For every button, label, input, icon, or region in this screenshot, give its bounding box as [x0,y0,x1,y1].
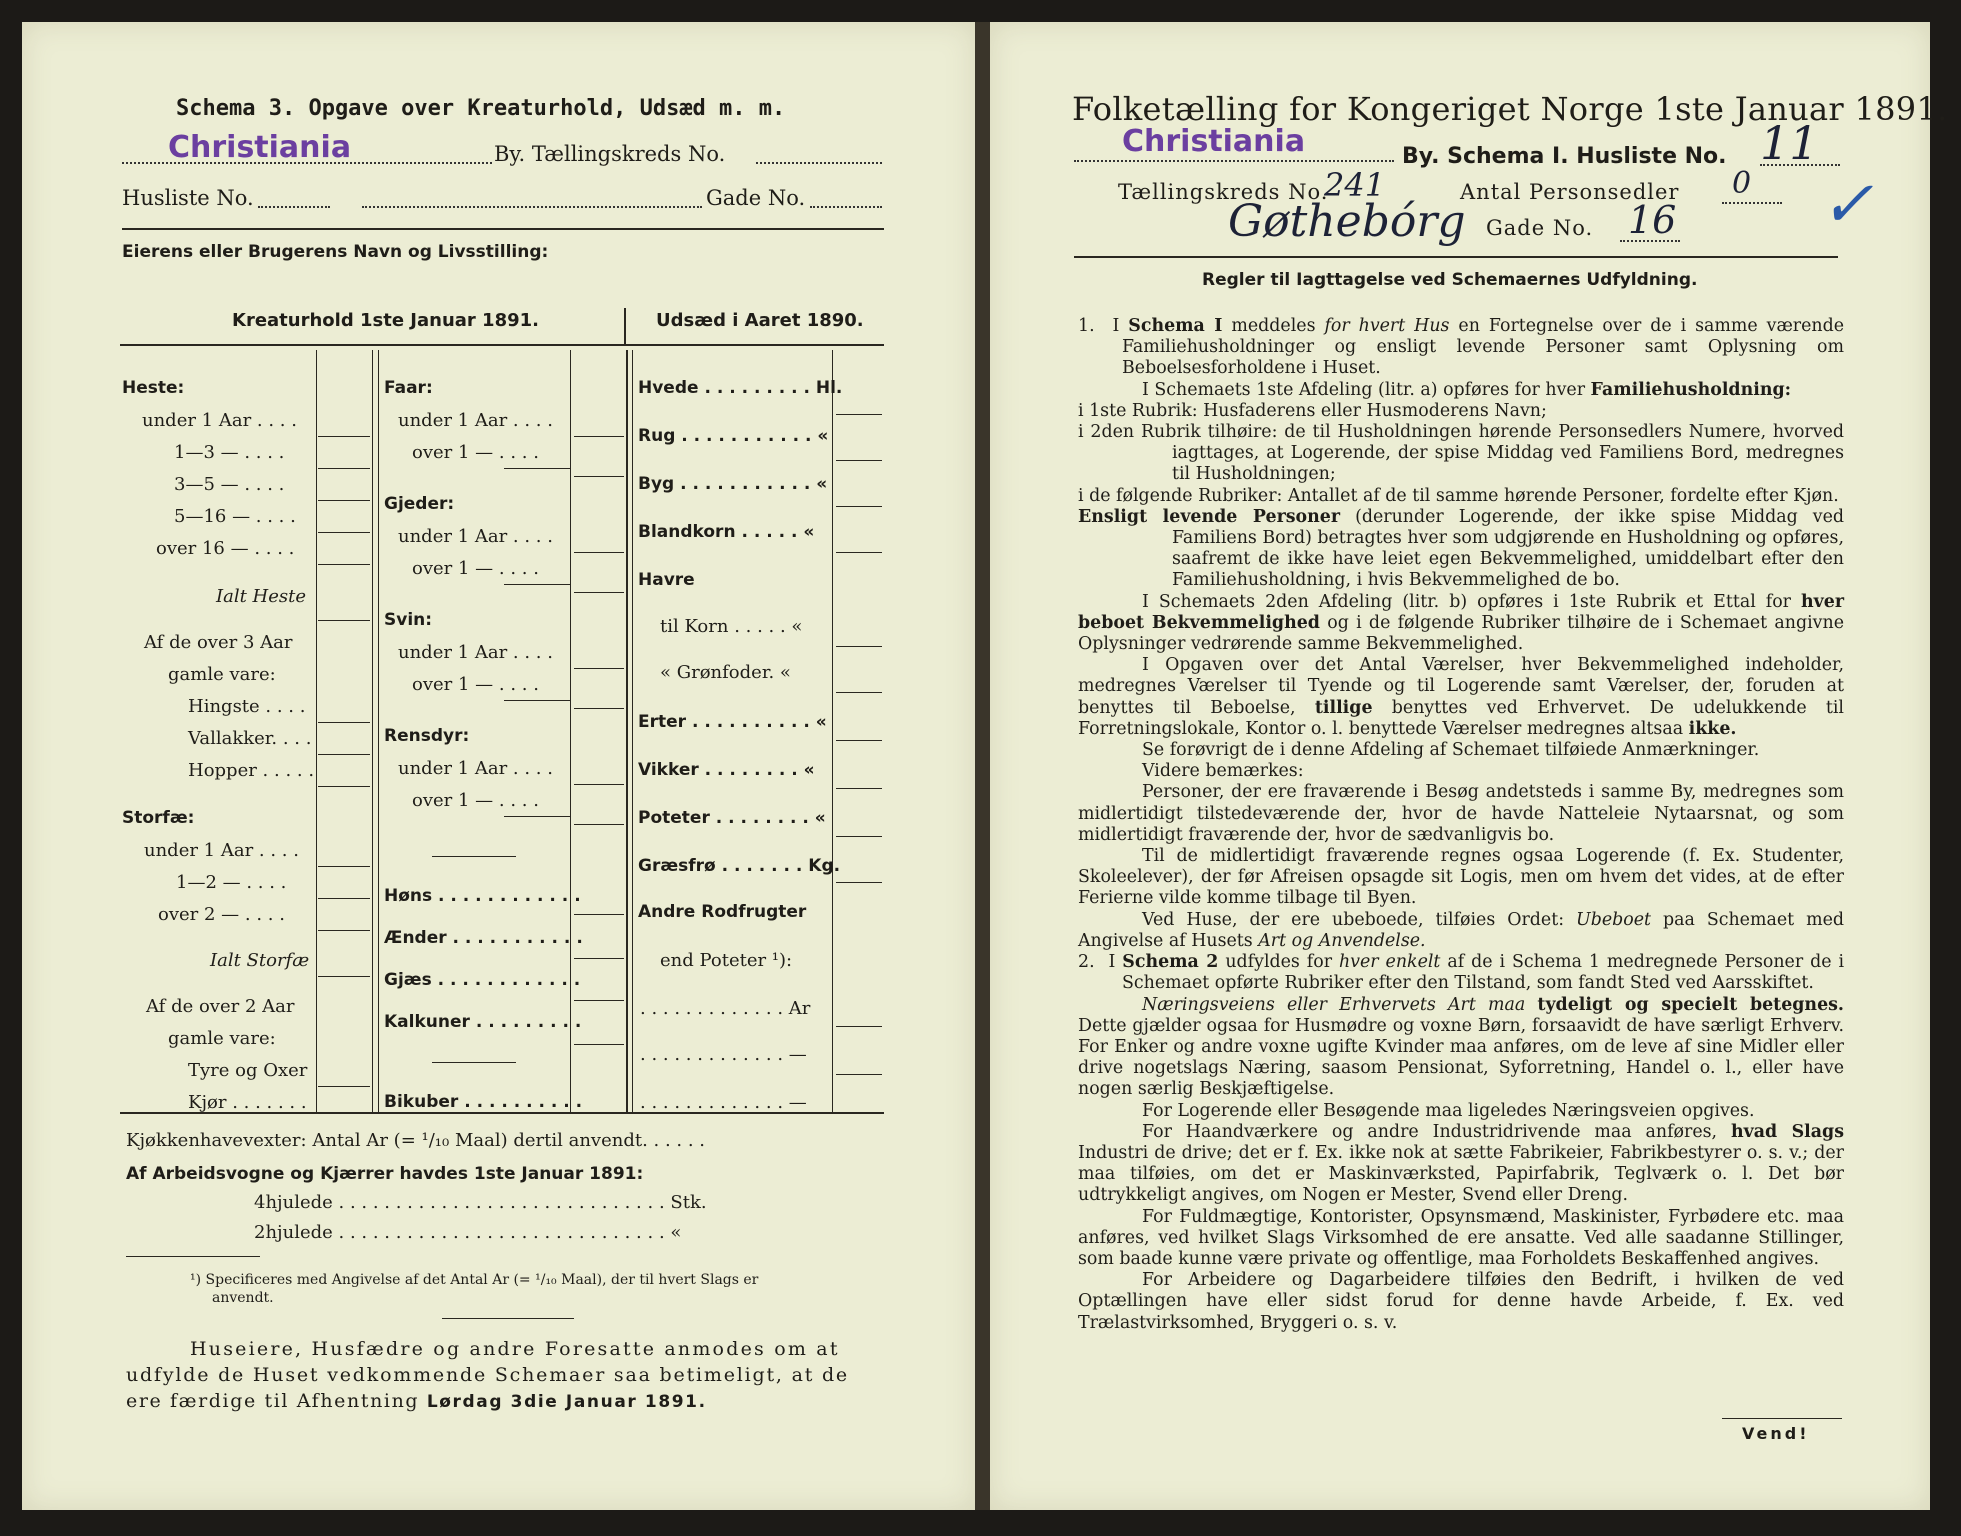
crop-item: end Poteter ¹): [660,950,793,971]
entry-line [318,564,370,565]
crop-item: Græsfrø . . . . . . . Kg. [638,856,841,876]
vend-label: Vend! [1742,1424,1810,1443]
heste-row: under 1 Aar . . . . [142,410,297,431]
schema3-title: Schema 3. Opgave over Kreaturhold, Udsæd m. m. [176,96,786,121]
crop-item: Rug . . . . . . . . . . . « [638,426,829,446]
entry-line [574,668,624,669]
col-line-b [372,350,373,1112]
entry-line [318,898,370,899]
entry-line [318,532,370,533]
entry-line [836,882,882,883]
entry-line [836,414,882,415]
footnote-2: anvendt. [212,1290,274,1306]
closing-line: Huseiere, Husfædre og andre Foresatte anmodes om at [190,1338,840,1360]
entry-line [836,836,882,837]
crop-item: Andre Rodfrugter [638,902,807,922]
fowl-item: Høns . . . . . . . . . . . . [384,886,581,906]
street-name: Gøthebórg [1228,196,1466,247]
col2-header: Udsæd i Aaret 1890. [656,310,864,331]
street-line-left [362,206,702,208]
census-title: Folketælling for Kongeriget Norge 1ste Januar 1891. [1072,90,1948,128]
heste-subrow: Vallakker. . . . [188,728,312,749]
entry-line [504,468,570,469]
header-rule-right [1074,256,1838,258]
by-schema-label: By. Schema I. Husliste No. [1402,144,1727,169]
entry-line [318,754,370,755]
entry-line [574,552,624,553]
header-rule-left [122,228,884,230]
entry-line [318,468,370,469]
entry-line [318,866,370,867]
storfae-row: 1—2 — . . . . [176,872,287,893]
crop-item: . . . . . . . . . . . . . — [640,1092,807,1113]
fowl-item: Bikuber . . . . . . . . . . [384,1092,583,1112]
crop-item: Blandkorn . . . . . « [638,522,815,542]
storfae-title: Storfæ: [122,808,195,828]
entry-line [504,700,570,701]
antal-value: 0 [1732,166,1752,201]
entry-line [574,476,624,477]
closing-line: udfylde de Huset vedkommende Schemaer saa betimeligt, at de [126,1364,849,1386]
crop-item: Byg . . . . . . . . . . . « [638,474,828,494]
gade-line-right [1620,240,1680,242]
entry-line [504,816,570,817]
book-spine [975,22,990,1510]
entry-line [574,958,624,959]
fowl-item: Ænder . . . . . . . . . . . [384,928,583,948]
header-divider [624,308,626,344]
entry-line [318,976,370,977]
gade-number: 16 [1628,198,1677,242]
heste-row: 3—5 — . . . . [174,474,285,495]
crop-item: Vikker . . . . . . . . « [638,760,815,780]
entry-line [836,460,882,461]
city-line-left [122,162,492,164]
entry-line [318,620,370,621]
entry-line [836,692,882,693]
entry-line [574,436,624,437]
entry-line [318,500,370,501]
closing-date: Lørdag 3die Januar 1891. [426,1392,707,1412]
entry-line [836,740,882,741]
hjul4-line: 4hjulede . . . . . . . . . . . . . . . . . . . . . . . . . . . . . Stk. [254,1192,707,1213]
heste-row: over 16 — . . . . [156,538,295,559]
gade-label-right: Gade No. [1486,216,1594,240]
gjeder-title: Gjeder: [384,494,455,514]
closing-text: ere færdige til Afhentning [126,1390,427,1412]
storfae-subrow: Kjør . . . . . . . [188,1092,307,1113]
crop-item: Erter . . . . . . . . . . « [638,712,827,732]
entry-line [836,506,882,507]
crop-item: Havre [638,570,695,590]
svin-title: Svin: [384,610,433,630]
heste-row: 5—16 — . . . . [174,506,296,527]
kreds-line-left [756,162,882,164]
storfae-row: under 1 Aar . . . . [144,840,299,861]
heste-total: Ialt Heste [216,586,307,607]
antal-label: Antal Personsedler [1460,180,1680,204]
storfae-total: Ialt Storfæ [210,950,310,971]
heste-subrow: Hopper . . . . . [188,760,315,781]
entry-line [574,592,624,593]
separator [432,1062,516,1063]
rensdyr-title: Rensdyr: [384,726,470,746]
separator [432,856,516,857]
heste-row: 1—3 — . . . . [174,442,285,463]
city-stamp-left: Christiania [168,130,352,165]
rensdyr-row: under 1 Aar . . . . [398,758,553,779]
col-line-d [570,350,571,1112]
entry-line [836,788,882,789]
entry-line [574,708,624,709]
by-kreds-label: By. Tællingskreds No. [494,142,726,166]
entry-line [574,1044,624,1045]
closing-line [126,1390,707,1412]
svin-row: over 1 — . . . . [412,674,539,695]
husliste-label-left: Husliste No. [122,186,254,210]
storfae-subrow: Tyre og Oxer [188,1060,308,1081]
faar-row: over 1 — . . . . [412,442,539,463]
col-line-c [378,350,379,1112]
storfae-sub2: gamle vare: [168,1028,276,1049]
crop-item: . . . . . . . . . . . . . Ar [640,998,811,1019]
col-line-a [316,350,317,1112]
entry-line [504,584,570,585]
heste-title: Heste: [122,378,185,398]
entry-line [318,786,370,787]
entry-line [318,930,370,931]
gjeder-row: over 1 — . . . . [412,558,539,579]
col-line-e [626,350,628,1112]
antal-line [1722,202,1782,204]
crop-item: . . . . . . . . . . . . . — [640,1044,807,1065]
entry-line [836,1026,882,1027]
rules-body: 1. I Schema I meddeles for hvert Hus en Fortegnelse over de i samme værende Familiehusholdninger og ensligt levende Personer samt Oplysning om Beboelsesforholdene i Huset. I Schemaets 1ste Afdeling (litr. a) opføres for hver Familiehusholdning: i 1ste Rubrik: Husfaderens eller Husmoderens Navn; i 2den Rubrik tilhøire: de til Husholdningen hørende Personsedlers Numere, hvorved iagttages, at Logerende, der spise Middag ved Familiens Bord, medregnes til Husholdningen; i de følgende Rubriker: Antallet af de til samme hørende Personer, fordelte efter Kjøn. Ensligt levende Personer (derunder Logerende, der ikke spise Middag ved Familiens Bord) betragtes hver som udgjørende en Husholdning og opføres, saafremt de ikke have leiet egen Bekvemmelighed, umiddelbart efter den Familiehusholdning, i hvis Bekvemmelighed de bo. I Schemaets 2den Afdeling (litr. b) opføres i 1ste Rubrik et Ettal for hver beboet Bekvemmelighed og i de følgende Rubriker tilhøire de i Schemaet angivne Oplysninger vedrørende samme Bekvemmelighed. I Opgaven over det Antal Værelser, hver Bekvemmelighed indeholder, medregnes Værelser til Tyende og til Logerende samt Værelser, der, foruden at benyttes til Beboelse, tillige benyttes ved Erhvervet. De udelukkende til Forretningslokale, Kontor o. l. benyttede Værelser medregnes altsaa ikke. Se forøvrigt de i denne Afdeling af Schemaet tilføiede Anmærkninger. Videre bemærkes: Personer, der ere fraværende i Besøg andetsteds i samme By, medregnes som midlertidigt tilstedeværende der, hvor de havde Natteleie Nytaarsnat, og som midlertidigt fraværende der, hvor de sædvanligvis bo. Til de midlertidigt fraværende regnes ogsaa Logerende (f. Ex. Studenter, Skoleelever), der før Afreisen opsagde sit Logis, men om hvem det vides, at de efter Ferierne vilde komme tilbage til Byen. Ved Huse, der ere ubeboede, tilføies Ordet: Ubeboet paa Schemaet med Angivelse af Husets Art og Anvendelse. 2. I Schema 2 udfyldes for hver enkelt af de i Schema 1 medregnede Personer de i Schemaet opførte Rubriker efter den Tilstand, som fandt Sted ved Aarsskiftet. Næringsveiens eller Erhvervets Art maa tydeligt og specielt betegnes. Dette gjælder ogsaa for Husmødre og voxne Børn, forsaavidt de have særligt Erhverv. For Enker og andre voxne ugifte Kvinder maa anføres, om de leve af sine Midler eller drive nogetslags Næring, saasom Pensionat, Syforretning, Handel o. l., eller have nogen særlig Beskjæftigelse. For Logerende eller Besøgende maa ligeledes Næringsveien opgives. For Haandværkere og andre Industridrivende maa anføres, hvad Slags Industri de drive; det er f. Ex. ikke nok at sætte Fabrikeier, Fabrikbestyrer o. s. v.; der maa tilføies, om det er Maskinværksted, Papirfabrik, Teglværk o. l. Det bør udtrykkeligt angives, om Nogen er Mester, Svend eller Dreng. For Fuldmægtige, Kontorister, Opsynsmænd, Maskinister, Fyrbødere etc. maa anføres, ved hvilket Slags Virksomhed de ere ansatte. Ved alle saadanne Stillinger, som baade kunne være private og offentlige, maa Forholdets Beskaffenhed angives. For Arbeidere og Dagarbeidere tilføies den Bedrift, i hvilken de ved Optællingen have eller sidst forud for denne havde Arbeide, f. Ex. ved Trælastvirksomhed, Bryggeri o. s. v. [1078,316,1845,1333]
table-top-rule [120,344,884,346]
crop-item: Hvede . . . . . . . . . Hl. [638,378,843,398]
faar-title: Faar: [384,378,433,398]
arbeidsvogne-line: Af Arbeidsvogne og Kjærrer havdes 1ste Januar 1891: [126,1164,644,1184]
svin-row: under 1 Aar . . . . [398,642,553,663]
heste-sub2: gamle vare: [168,664,276,685]
footnote-1: ¹) Specificeres med Angivelse af det Antal Ar (= ¹/₁₀ Maal), der til hvert Slags er [190,1272,759,1288]
crop-item: til Korn . . . . . « [660,616,803,637]
entry-line [836,1074,882,1075]
entry-line [574,824,624,825]
check-mark: ✓ [1820,168,1874,242]
col-line-g [832,350,833,1112]
heste-subrow: Hingste . . . . [188,696,306,717]
entry-line [574,914,624,915]
crop-item: Poteter . . . . . . . . « [638,808,826,828]
faar-row: under 1 Aar . . . . [398,410,553,431]
husliste-number: 11 [1760,116,1819,170]
storfae-sub1: Af de over 2 Aar [146,996,295,1017]
crop-item: « Grønfoder. « [660,662,791,683]
hjul2-line: 2hjulede . . . . . . . . . . . . . . . . . . . . . . . . . . . . . « [254,1222,682,1243]
entry-line [574,784,624,785]
gade-line-left [810,206,882,208]
entry-line [836,646,882,647]
storfae-row: over 2 — . . . . [158,904,285,925]
fowl-item: Kalkuner . . . . . . . . . [384,1012,582,1032]
entry-line [318,722,370,723]
entry-line [836,552,882,553]
entry-line [574,1000,624,1001]
husliste-line-right [1760,164,1840,166]
fowl-item: Gjæs . . . . . . . . . . . . [384,970,581,990]
rensdyr-row: over 1 — . . . . [412,790,539,811]
gade-label-left: Gade No. [706,186,806,210]
entry-line [318,436,370,437]
rules-heading: Regler til Iagttagelse ved Schemaernes Udfyldning. [1202,270,1698,290]
entry-line [318,1086,370,1087]
gjeder-row: under 1 Aar . . . . [398,526,553,547]
footnote-rule [126,1256,260,1257]
city-stamp-right: Christiania [1122,124,1306,159]
col1-header: Kreaturhold 1ste Januar 1891. [232,310,539,331]
kreds-number: 241 [1324,166,1386,204]
kjokken-text: Kjøkkenhavevexter: Antal Ar (= ¹/₁₀ Maal) dertil anvendt. . . . . . [126,1130,706,1151]
owner-label: Eierens eller Brugerens Navn og Livsstilling: [122,242,549,262]
city-line-right [1074,160,1394,162]
closing-rule [442,1318,574,1319]
husliste-line-left [258,206,330,208]
vend-rule [1722,1418,1842,1419]
heste-sub1: Af de over 3 Aar [144,632,293,653]
col-line-f [632,350,633,1112]
kreds-label-right: Tællingskreds No. [1118,180,1329,204]
kjokken-line [126,1130,705,1151]
